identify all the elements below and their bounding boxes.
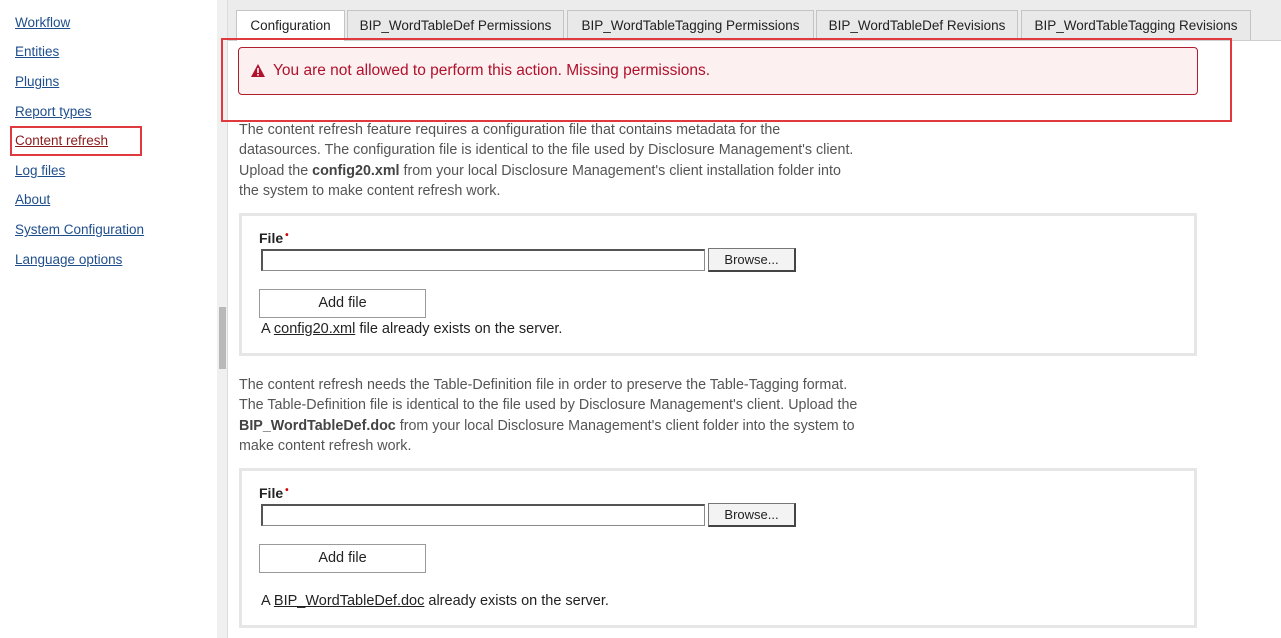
tabledef-description-text-end: from your local Disclosure Management's client folder into the system to make content refresh work. — [239, 417, 855, 454]
exists-prefix: A — [261, 593, 274, 609]
warning-icon — [251, 64, 265, 77]
tab-wordtabletagging-revisions[interactable]: BIP_WordTableTagging Revisions — [1021, 10, 1251, 40]
file-exists-note — [261, 321, 562, 337]
browse-button[interactable]: Browse... — [708, 503, 796, 527]
sidebar-item-workflow[interactable] — [15, 15, 70, 30]
tabledef-description-text: The content refresh needs the Table-Definition file in order to preserve the Table-Tagging format. The Table-Definition file is identical to the file used by Disclosure Management's client. Upload the — [239, 377, 858, 414]
file-label-text: File — [259, 230, 284, 246]
sidebar-item-system-configuration[interactable] — [15, 222, 144, 237]
sidebar-item-language-options[interactable] — [15, 252, 122, 267]
sidebar-link-system-configuration[interactable]: System Configuration — [15, 222, 145, 237]
tab-wordtabledef-revisions[interactable]: BIP_WordTableDef Revisions — [816, 10, 1018, 40]
file-label — [259, 230, 289, 246]
sidebar-item-plugins[interactable] — [15, 74, 59, 89]
tabledef-filename: BIP_WordTableDef.doc — [239, 417, 396, 434]
file-label — [259, 485, 289, 501]
tabledef-upload-panel — [239, 468, 1197, 628]
config-description-text: The content refresh feature requires a configuration file that contains metadata for the datasources. The configuration file is identical to the file used by Disclosure Management's client. Upload the — [239, 122, 854, 179]
sidebar-link-workflow[interactable]: Workflow — [15, 15, 71, 30]
exists-prefix: A — [261, 321, 274, 337]
sidebar — [0, 0, 218, 638]
exists-suffix: already exists on the server. — [424, 593, 609, 609]
required-marker: • — [285, 485, 289, 496]
sidebar-item-about[interactable] — [15, 192, 50, 207]
sidebar-link-report-types[interactable]: Report types — [15, 104, 92, 119]
config-description — [239, 120, 859, 201]
file-exists-note — [261, 593, 609, 609]
add-file-button[interactable]: Add file — [259, 544, 426, 573]
sidebar-link-plugins[interactable]: Plugins — [15, 74, 60, 89]
file-path-input[interactable] — [261, 249, 705, 271]
splitter-handle[interactable] — [219, 307, 226, 369]
file-path-input[interactable] — [261, 504, 705, 526]
config-description-text-end: from your local Disclosure Management's client installation folder into the system to make content refresh work. — [239, 162, 841, 199]
browse-button[interactable]: Browse... — [708, 248, 796, 272]
error-message — [238, 47, 1198, 95]
add-file-button[interactable]: Add file — [259, 289, 426, 318]
sidebar-link-log-files[interactable]: Log files — [15, 163, 66, 178]
config-filename: config20.xml — [312, 162, 400, 179]
tab-configuration[interactable]: Configuration — [236, 10, 345, 41]
config-upload-panel — [239, 213, 1197, 356]
error-text: You are not allowed to perform this action. Missing permissions. — [273, 62, 711, 79]
tabledef-description — [239, 375, 859, 456]
sidebar-link-language-options[interactable]: Language options — [15, 252, 123, 267]
sidebar-item-log-files[interactable] — [15, 163, 65, 178]
config-file-link[interactable]: config20.xml — [273, 321, 356, 337]
sidebar-link-content-refresh[interactable]: Content refresh — [15, 133, 109, 148]
sidebar-item-entities[interactable] — [15, 44, 59, 59]
tab-bar — [228, 0, 1281, 41]
tab-wordtabletagging-permissions[interactable]: BIP_WordTableTagging Permissions — [567, 10, 814, 40]
required-marker: • — [285, 230, 289, 241]
tab-wordtabledef-permissions[interactable]: BIP_WordTableDef Permissions — [347, 10, 564, 40]
sidebar-item-report-types[interactable] — [15, 104, 92, 119]
exists-suffix: file already exists on the server. — [355, 321, 563, 337]
tabledef-file-link[interactable]: BIP_WordTableDef.doc — [273, 593, 425, 609]
sidebar-link-entities[interactable]: Entities — [15, 44, 60, 59]
active-item-highlight — [10, 126, 142, 156]
file-label-text: File — [259, 485, 284, 501]
sidebar-link-about[interactable]: About — [15, 192, 51, 207]
